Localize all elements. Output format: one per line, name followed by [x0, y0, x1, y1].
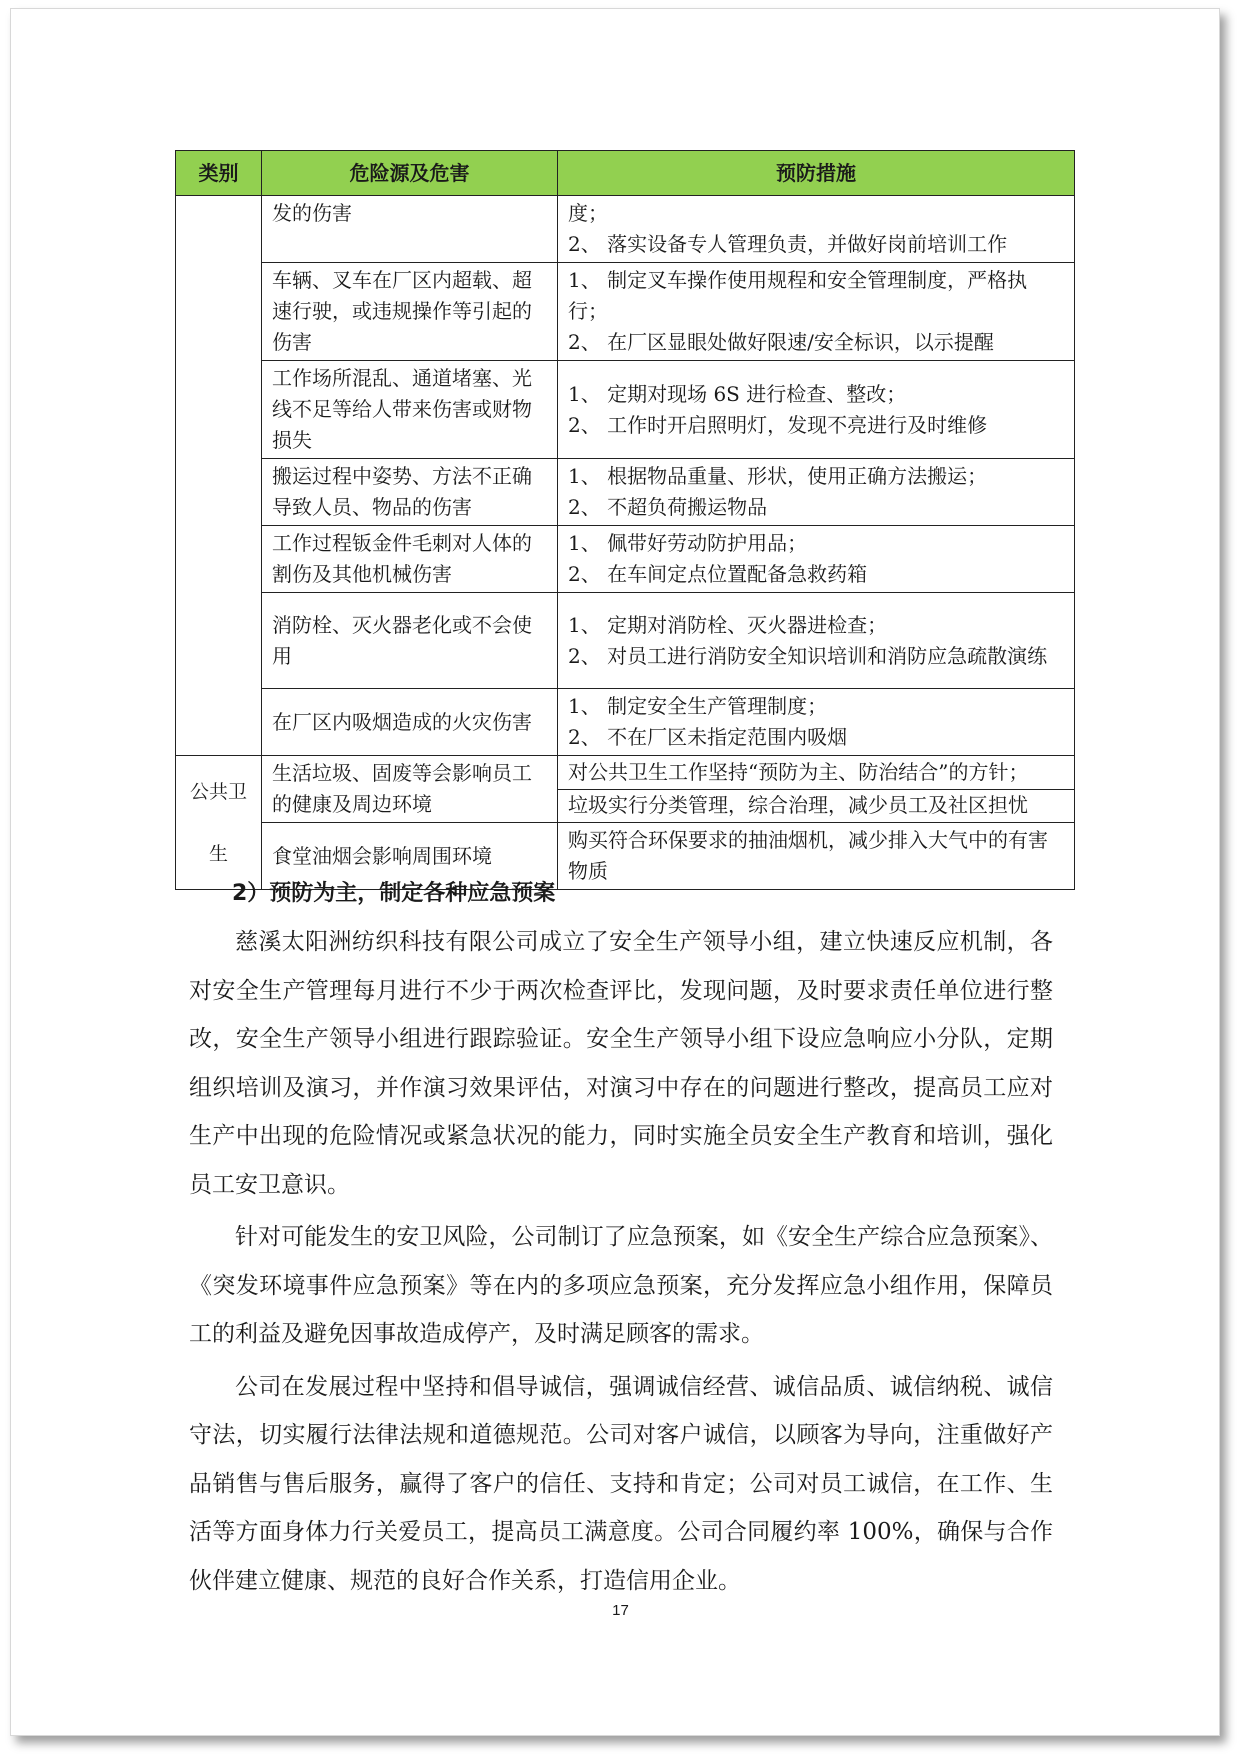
measures-cell: 对公共卫生工作坚持“预防为主、防治结合”的方针；	[558, 756, 1075, 790]
measure-line: 1、 制定安全生产管理制度；	[568, 694, 828, 718]
paragraph: 针对可能发生的安卫风险，公司制订了应急预案，如《安全生产综合应急预案》、《突发环境事件应急预案》等在内的多项应急预案，充分发挥应急小组作用，保障员工的利益及避免因事故造成停产，及时满足顾客的需求。	[189, 1224, 1053, 1347]
table-row	[176, 526, 1075, 593]
page-number: 17	[612, 1602, 629, 1619]
measure-line: 2、 不超负荷搬运物品	[568, 495, 768, 519]
measures-cell	[558, 263, 1075, 361]
measures-cell	[558, 196, 1075, 263]
measure-line: 1、 定期对消防栓、灭火器进检查；	[568, 612, 888, 637]
paragraph: 慈溪太阳洲纺织科技有限公司成立了安全生产领导小组，建立快速反应机制，各对安全生产管理每月进行不少于两次检查评比，发现问题，及时要求责任单位进行整改，安全生产领导小组进行跟踪验证。安全生产领导小组下设应急响应小分队，定期组织培训及演习，并作演习效果评估，对演习中存在的问题进行整改，提高员工应对生产中出现的危险情况或紧急状况的能力，同时实施全员安全生产教育和培训，强化员工安卫意识。	[189, 929, 1053, 1198]
header-category: 类别	[176, 151, 262, 196]
hazard-cell: 搬运过程中姿势、方法不正确导致人员、物品的伤害	[262, 459, 558, 526]
body-text	[189, 918, 1053, 1605]
table-header-row	[176, 151, 1075, 196]
section-heading: 2）预防为主，制定各种应急预案	[232, 881, 556, 906]
hazard-table	[175, 150, 1075, 890]
table-row	[176, 361, 1075, 459]
hazard-cell: 发的伤害	[262, 196, 558, 263]
hazard-cell: 车辆、叉车在厂区内超载、超速行驶，或违规操作等引起的伤害	[262, 263, 558, 361]
measure-line: 2、 在车间定点位置配备急救药箱	[568, 562, 868, 586]
measure-line: 度；	[568, 201, 608, 225]
hazard-cell: 工作过程钣金件毛刺对人体的割伤及其他机械伤害	[262, 526, 558, 593]
hazard-cell: 在厂区内吸烟造成的火灾伤害	[262, 689, 558, 756]
measures-cell	[558, 361, 1075, 459]
table-row	[176, 689, 1075, 756]
header-hazard: 危险源及危害	[262, 151, 558, 196]
category-public-health: 公共卫生	[176, 756, 262, 890]
table-row	[176, 459, 1075, 526]
measure-line: 2、 落实设备专人管理负责，并做好岗前培训工作	[568, 232, 1008, 256]
hazard-cell: 生活垃圾、固废等会影响员工的健康及周边环境	[262, 756, 558, 823]
category-cell-empty	[176, 196, 262, 756]
table-row	[176, 593, 1075, 689]
measure-line: 2、 对员工进行消防安全知识培训和消防应急疏散演练	[568, 643, 1048, 668]
hazard-cell: 消防栓、灭火器老化或不会使用	[262, 593, 558, 689]
measure-line: 2、 在厂区显眼处做好限速/安全标识，以示提醒	[568, 330, 994, 354]
table-row	[176, 263, 1075, 361]
hazard-cell: 工作场所混乱、通道堵塞、光线不足等给人带来伤害或财物损失	[262, 361, 558, 459]
paragraph: 公司在发展过程中坚持和倡导诚信，强调诚信经营、诚信品质、诚信纳税、诚信守法，切实履行法律法规和道德规范。公司对客户诚信，以顾客为导向，注重做好产品销售与售后服务，赢得了客户的信任、支持和肯定；公司对员工诚信，在工作、生活等方面身体力行关爱员工，提高员工满意度。公司合同履约率 100%，确保与合作伙伴建立健康、规范的良好合作关系，打造信用企业。	[189, 1373, 1053, 1594]
measures-cell	[558, 593, 1075, 689]
measures-cell	[558, 526, 1075, 593]
measures-cell	[558, 459, 1075, 526]
measure-line: 1、 制定叉车操作使用规程和安全管理制度，严格执行；	[568, 268, 1028, 323]
table-row	[176, 196, 1075, 263]
measure-line: 2、 工作时开启照明灯，发现不亮进行及时维修	[568, 412, 988, 437]
measures-cell	[558, 689, 1075, 756]
table-row	[176, 756, 1075, 790]
header-measures: 预防措施	[558, 151, 1075, 196]
measures-cell: 购买符合环保要求的抽油烟机，减少排入大气中的有害物质	[558, 823, 1075, 890]
measure-line: 1、 佩带好劳动防护用品；	[568, 531, 808, 555]
measure-line: 1、 定期对现场 6S 进行检查、整改；	[568, 381, 907, 406]
hazard-cell: 食堂油烟会影响周围环境	[262, 823, 558, 890]
measures-cell: 垃圾实行分类管理，综合治理，减少员工及社区担忧	[558, 789, 1075, 823]
measure-line: 1、 根据物品重量、形状，使用正确方法搬运；	[568, 464, 988, 488]
measure-line: 2、 不在厂区未指定范围内吸烟	[568, 725, 848, 749]
